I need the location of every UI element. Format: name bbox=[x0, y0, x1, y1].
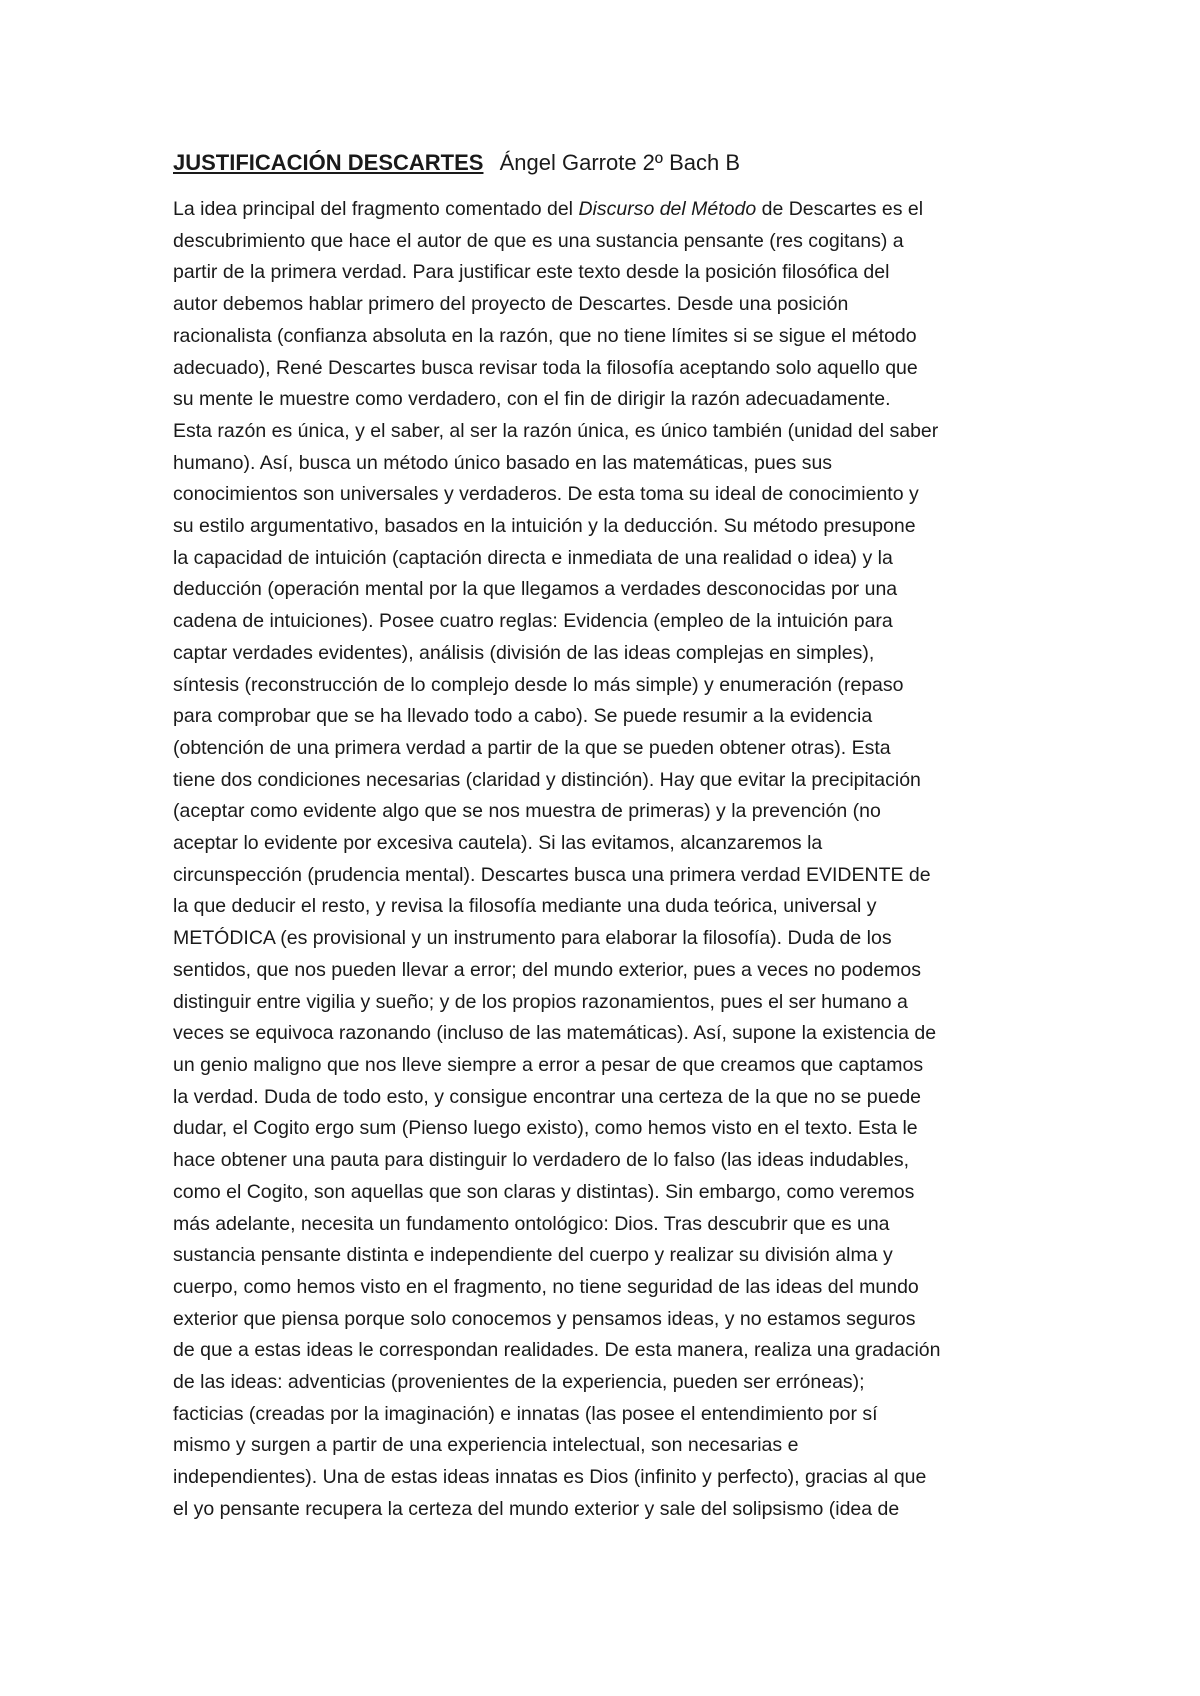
document-page bbox=[173, 148, 1033, 1526]
text-line: su mente le muestre como verdadero, con el fin de dirigir la razón adecuadamente. bbox=[173, 388, 891, 411]
text-line: para comprobar que se ha llevado todo a cabo). Se puede resumir a la evidencia bbox=[173, 705, 873, 728]
text-line: independientes). Una de estas ideas innatas es Dios (infinito y perfecto), gracias al que bbox=[173, 1466, 927, 1489]
text-line: racionalista (confianza absoluta en la razón, que no tiene límites si se sigue el método bbox=[173, 324, 917, 347]
text-segment: de Descartes es el bbox=[756, 198, 924, 220]
text-line: mismo y surgen a partir de una experiencia intelectual, son necesarias e bbox=[173, 1434, 799, 1457]
title-line bbox=[173, 148, 1033, 178]
text-segment: La idea principal del fragmento comentado del bbox=[173, 198, 579, 220]
text-line: hace obtener una pauta para distinguir lo verdadero de lo falso (las ideas indudables, bbox=[173, 1149, 910, 1172]
text-line: tiene dos condiciones necesarias (claridad y distinción). Hay que evitar la precipitación bbox=[173, 768, 921, 791]
text-line: Esta razón es única, y el saber, al ser la razón única, es único también (unidad del saber bbox=[173, 419, 939, 442]
text-line: como el Cogito, son aquellas que son claras y distintas). Sin embargo, como veremos bbox=[173, 1180, 915, 1203]
text-line: distinguir entre vigilia y sueño; y de los propios razonamientos, pues el ser humano a bbox=[173, 990, 908, 1013]
text-line: la que deducir el resto, y revisa la filosofía mediante una duda teórica, universal y bbox=[173, 895, 877, 918]
text-line: circunspección (prudencia mental). Descartes busca una primera verdad EVIDENTE de bbox=[173, 863, 931, 886]
document-title: JUSTIFICACIÓN DESCARTES bbox=[173, 150, 484, 175]
text-line: aceptar lo evidente por excesiva cautela). Si las evitamos, alcanzaremos la bbox=[173, 832, 823, 855]
text-line: un genio maligno que nos lleve siempre a error a pesar de que creamos que captamos bbox=[173, 1053, 924, 1076]
text-line: sentidos, que nos pueden llevar a error; del mundo exterior, pues a veces no podemos bbox=[173, 958, 921, 981]
text-line: dudar, el Cogito ergo sum (Pienso luego existo), como hemos visto en el texto. Esta le bbox=[173, 1117, 918, 1140]
text-line: cadena de intuiciones). Posee cuatro reglas: Evidencia (empleo de la intuición para bbox=[173, 610, 893, 633]
text-line: síntesis (reconstrucción de lo complejo desde lo más simple) y enumeración (repaso bbox=[173, 673, 904, 696]
text-line: autor debemos hablar primero del proyecto de Descartes. Desde una posición bbox=[173, 293, 849, 316]
text-line: su estilo argumentativo, basados en la intuición y la deducción. Su método presupone bbox=[173, 515, 916, 538]
text-line: cuerpo, como hemos visto en el fragmento, no tiene seguridad de las ideas del mundo bbox=[173, 1275, 919, 1298]
text-line: más adelante, necesita un fundamento ontológico: Dios. Tras descubrir que es una bbox=[173, 1212, 890, 1235]
text-line: veces se equivoca razonando (incluso de las matemáticas). Así, supone la existencia de bbox=[173, 1022, 937, 1045]
document-author: Ángel Garrote 2º Bach B bbox=[499, 150, 740, 175]
text-line: descubrimiento que hace el autor de que es una sustancia pensante (res cogitans) a bbox=[173, 229, 904, 252]
text-line: captar verdades evidentes), análisis (división de las ideas complejas en simples), bbox=[173, 641, 875, 664]
body-paragraph bbox=[173, 194, 1033, 1526]
text-line: METÓDICA (es provisional y un instrumento para elaborar la filosofía). Duda de los bbox=[173, 927, 892, 950]
text-line: conocimientos son universales y verdaderos. De esta toma su ideal de conocimiento y bbox=[173, 483, 919, 506]
text-line: deducción (operación mental por la que llegamos a verdades desconocidas por una bbox=[173, 578, 898, 601]
text-line: de las ideas: adventicias (provenientes de la experiencia, pueden ser erróneas); bbox=[173, 1371, 865, 1394]
text-line: exterior que piensa porque solo conocemos y pensamos ideas, y no estamos seguros bbox=[173, 1307, 916, 1330]
text-line: de que a estas ideas le correspondan realidades. De esta manera, realiza una gradación bbox=[173, 1339, 941, 1362]
text-line: la verdad. Duda de todo esto, y consigue encontrar una certeza de la que no se puede bbox=[173, 1085, 922, 1108]
text-line bbox=[173, 194, 1033, 226]
text-line: la capacidad de intuición (captación directa e inmediata de una realidad o idea) y la bbox=[173, 546, 893, 569]
text-line: humano). Así, busca un método único basado en las matemáticas, pues sus bbox=[173, 451, 833, 474]
text-line: adecuado), René Descartes busca revisar toda la filosofía aceptando solo aquello que bbox=[173, 356, 918, 379]
text-line: (obtención de una primera verdad a partir de la que se pueden obtener otras). Esta bbox=[173, 736, 891, 759]
text-line: el yo pensante recupera la certeza del mundo exterior y sale del solipsismo (idea de bbox=[173, 1497, 900, 1520]
text-line: (aceptar como evidente algo que se nos muestra de primeras) y la prevención (no bbox=[173, 800, 881, 823]
italic-work-title: Discurso del Método bbox=[578, 198, 757, 220]
text-line: partir de la primera verdad. Para justificar este texto desde la posición filosófica del bbox=[173, 261, 890, 284]
text-line: facticias (creadas por la imaginación) e innatas (las posee el entendimiento por sí bbox=[173, 1402, 878, 1425]
text-line: sustancia pensante distinta e independiente del cuerpo y realizar su división alma y bbox=[173, 1244, 893, 1267]
